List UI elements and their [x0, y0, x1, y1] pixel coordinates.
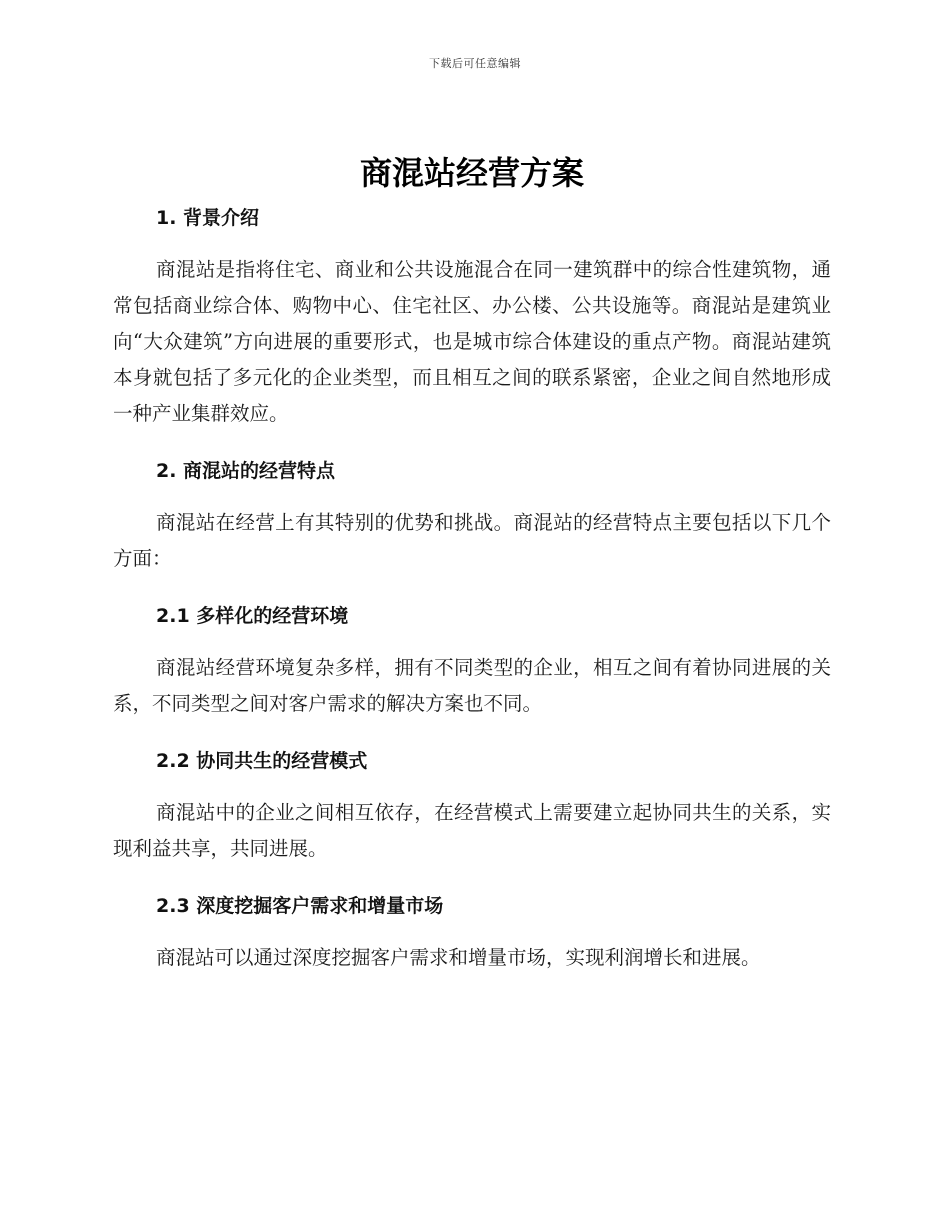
section-paragraph-diverse-environment: 商混站经营环境复杂多样，拥有不同类型的企业，相互之间有着协同进展的关系，不同类型之间对客户需求的解决方案也不同。: [113, 656, 831, 715]
section-paragraph-customer-demand: 商混站可以通过深度挖掘客户需求和增量市场，实现利润增长和进展。: [156, 946, 761, 969]
section-heading-customer-demand: 2.3 深度挖掘客户需求和增量市场: [156, 895, 444, 917]
document-body: [113, 150, 831, 976]
section-heading-features: 2. 商混站的经营特点: [156, 460, 336, 482]
section-heading-symbiotic-model: 2.2 协同共生的经营模式: [156, 750, 368, 772]
section-paragraph-background: 商混站是指将住宅、商业和公共设施混合在同一建筑群中的综合性建筑物，通常包括商业综合体、购物中心、住宅社区、办公楼、公共设施等。商混站是建筑业向“大众建筑”方向进展的重要形式，也是城市综合体建设的重点产物。商混站建筑本身就包括了多元化的企业类型，而且相互之间的联系紧密，企业之间自然地形成一种产业集群效应。: [113, 258, 831, 425]
section-paragraph-symbiotic-model: 商混站中的企业之间相互依存，在经营模式上需要建立起协同共生的关系，实现利益共享，共同进展。: [113, 801, 831, 860]
section-paragraph-features: 商混站在经营上有其特别的优势和挑战。商混站的经营特点主要包括以下几个方面：: [113, 511, 831, 570]
header-note: 下载后可任意编辑: [429, 57, 521, 70]
document-title: 商混站经营方案: [359, 154, 584, 192]
section-heading-background: 1. 背景介绍: [156, 207, 260, 229]
section-heading-diverse-environment: 2.1 多样化的经营环境: [156, 605, 349, 627]
